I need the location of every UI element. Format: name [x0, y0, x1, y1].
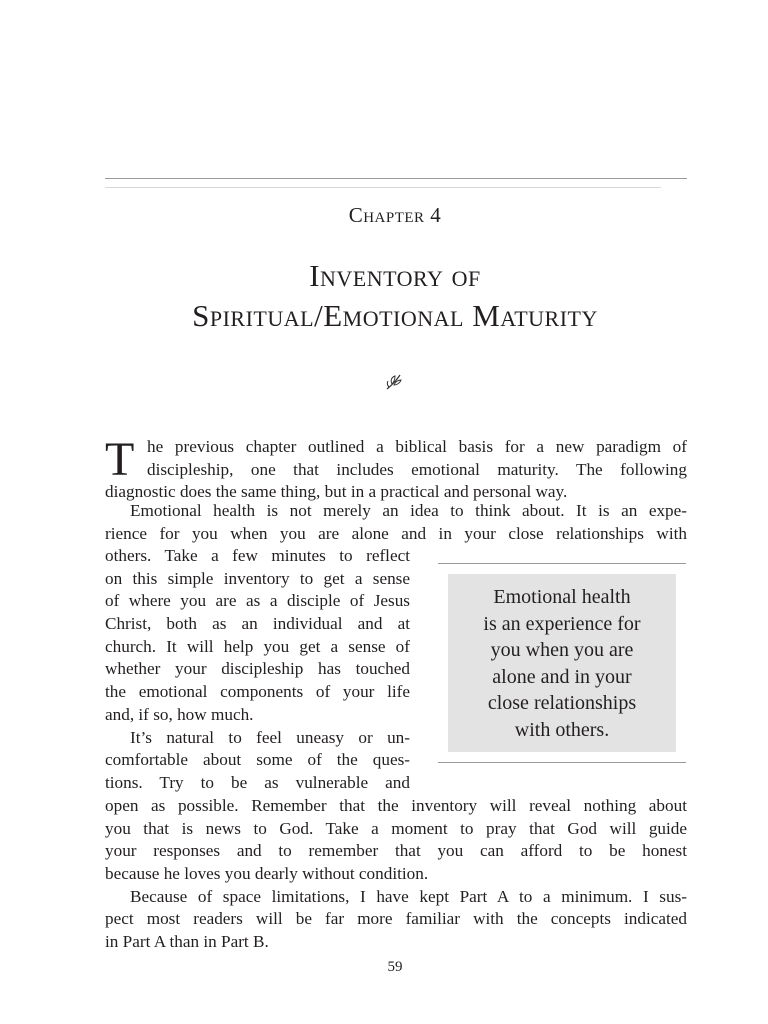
text-line: church. It will help you get a sense of	[105, 636, 410, 656]
pull-quote-line: with others.	[514, 718, 610, 741]
chapter-title-line-1: Inventory of	[309, 258, 481, 293]
text-line: whether your discipleship has touched	[105, 659, 410, 679]
text-line: you that is news to God. Take a moment to pray that God will guide	[105, 818, 687, 838]
text-line: your responses and to remember that you can afford to be honest	[105, 841, 687, 861]
narrow-column	[105, 545, 410, 795]
pull-quote-bottom-rule	[438, 762, 686, 763]
pull-quote-line: is an experience for	[483, 612, 641, 635]
text-line: discipleship, one that includes emotional maturity. The following	[147, 459, 687, 479]
chapter-label: Chapter 4	[348, 203, 442, 227]
paragraph-2	[105, 500, 687, 545]
leaf-sprig-icon	[383, 371, 405, 393]
pull-quote-line: alone and in your	[492, 665, 632, 688]
pull-quote-line: you when you are	[490, 639, 634, 661]
page-number: 59	[387, 959, 403, 975]
text-line: in Part A than in Part B.	[105, 932, 269, 952]
pull-quote-top-rule	[438, 563, 686, 564]
text-line: others. Take a few minutes to reflect	[105, 546, 410, 565]
pull-quote	[448, 584, 676, 743]
text-line: It’s natural to feel uneasy or un-	[130, 727, 410, 747]
text-line: because he loves you dearly without condition.	[105, 864, 429, 884]
text-line: comfortable about some of the ques-	[105, 750, 410, 770]
text-line: Because of space limitations, I have kept Part A to a minimum. I sus-	[130, 886, 687, 906]
text-line: and, if so, how much.	[105, 704, 254, 724]
text-line: he previous chapter outlined a biblical basis for a new paradigm of	[147, 437, 687, 456]
text-line: Christ, both as an individual and at	[105, 614, 410, 634]
text-line: on this simple inventory to get a sense	[105, 568, 410, 588]
drop-cap: T	[105, 433, 135, 486]
text-line: rience for you when you are alone and in your close relationships with	[105, 523, 687, 543]
wide-column	[105, 795, 687, 954]
chapter-title	[0, 256, 768, 336]
text-line: pect most readers will be far more familiar with the concepts indicated	[105, 909, 687, 929]
text-line: of where you are as a disciple of Jesus	[105, 591, 410, 611]
chapter-title-line-2: Spiritual/Emotional Maturity	[192, 298, 598, 333]
header-rule-thin	[105, 187, 661, 188]
pull-quote-line: Emotional health	[493, 586, 631, 608]
paragraph-1	[105, 433, 687, 504]
text-line: diagnostic does the same thing, but in a practical and personal way.	[105, 482, 568, 502]
header-rule	[105, 178, 687, 179]
pull-quote-line: close relationships	[487, 692, 637, 714]
text-line: open as possible. Remember that the inventory will reveal nothing about	[105, 796, 687, 815]
text-line: tions. Try to be as vulnerable and	[105, 772, 410, 792]
text-line: Emotional health is not merely an idea to think about. It is an expe-	[130, 501, 687, 520]
text-line: the emotional components of your life	[105, 682, 410, 702]
